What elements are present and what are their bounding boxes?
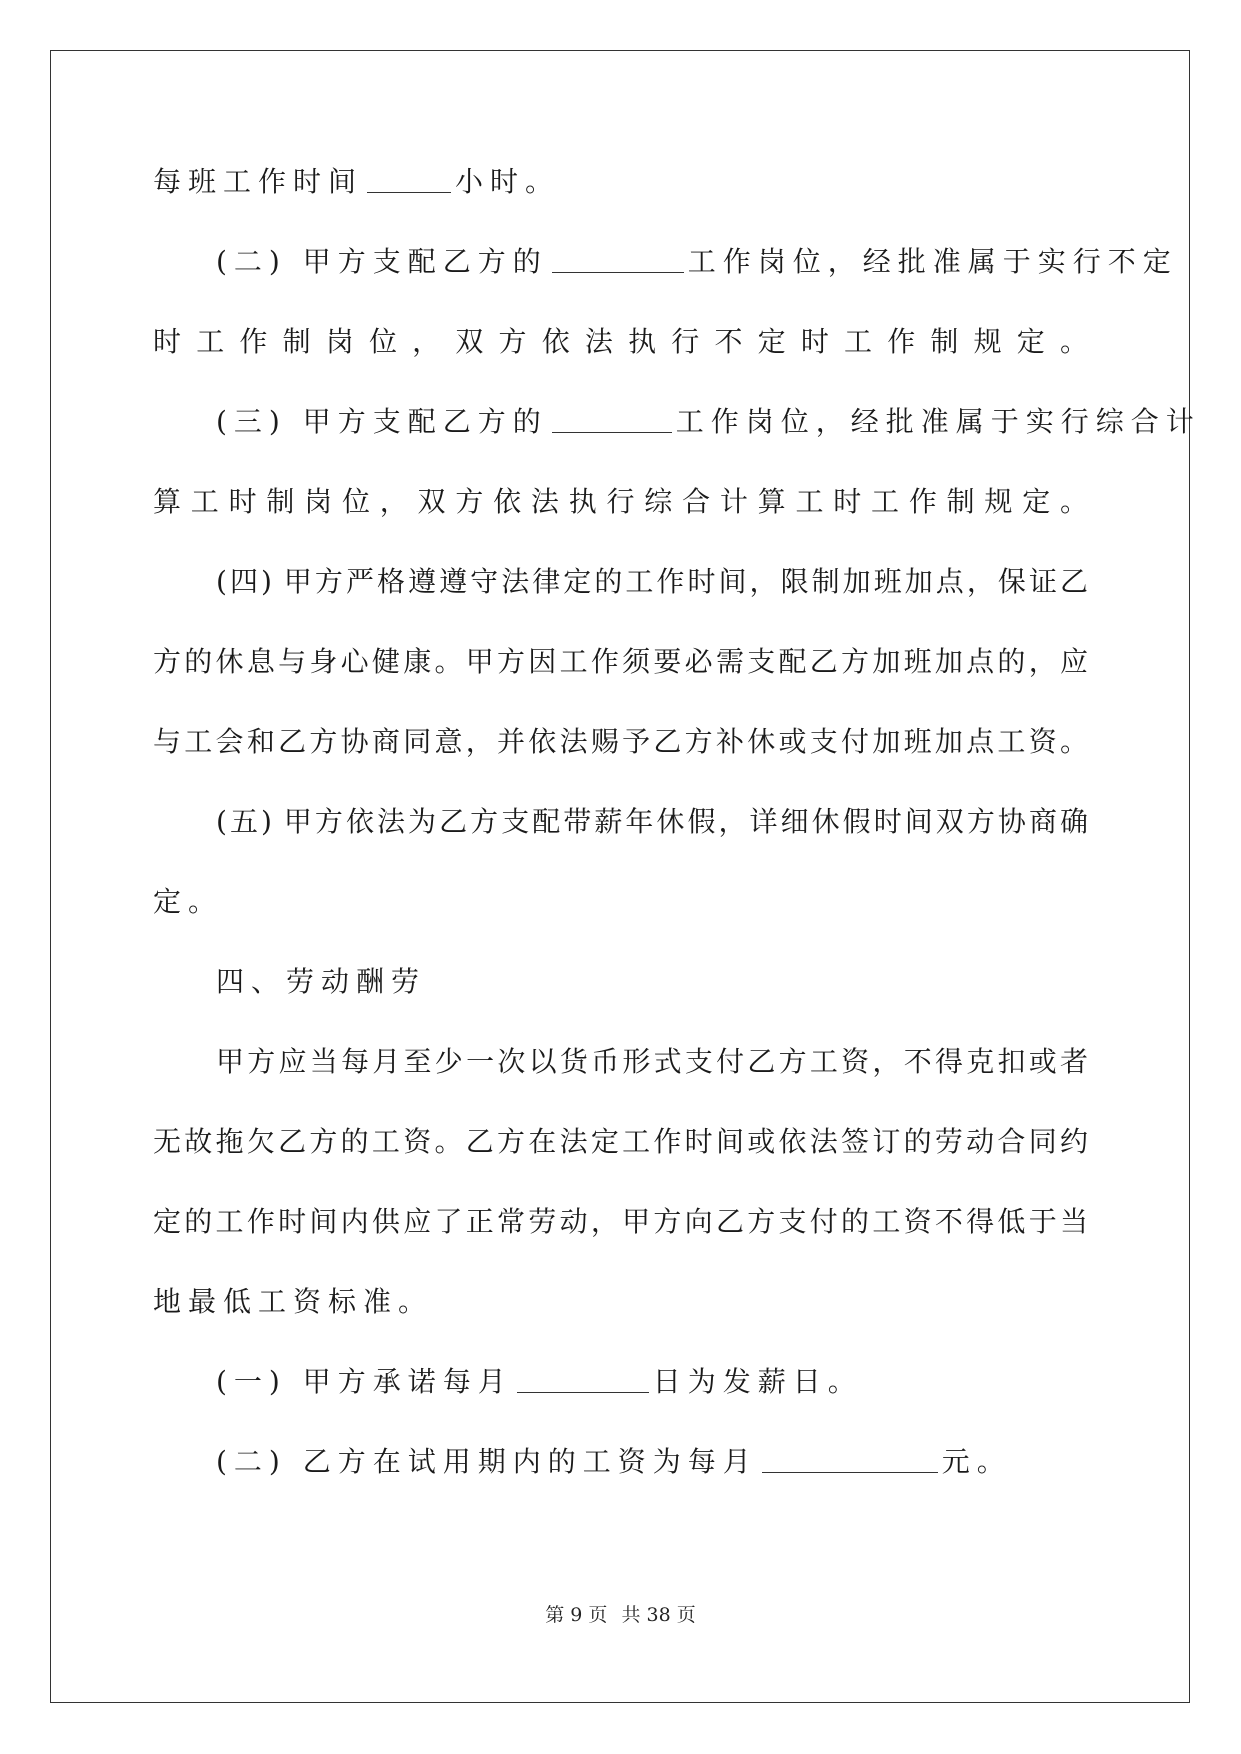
paragraph-line [216,1442,1012,1482]
paragraph-line: 定的工作时间内供应了正常劳动，甲方向乙方支付的工资不得低于当 [153,1205,1088,1238]
fill-blank [762,1444,938,1473]
line-text: 元。 [941,1445,1012,1478]
line-text: (二) 乙方在试用期内的工资为每月 [216,1445,758,1478]
line-text: (三) 甲方支配乙方的 [216,405,548,438]
paragraph-line [216,242,1178,282]
line-text: 工作岗位，经批准属于实行综合计 [675,405,1201,438]
paragraph-line: 无故拖欠乙方的工资。乙方在法定工作时间或依法签订的劳动合同约 [153,1125,1088,1158]
line-text: 小时。 [455,165,561,198]
line-text: 每班工作时间 [153,165,364,198]
paragraph-line: 地最低工资标准。 [153,1285,434,1318]
paragraph-line: 算工时制岗位，双方依法执行综合计算工时工作制规定。 [153,485,1088,518]
paragraph-line [216,1362,863,1402]
paragraph-line: 时工作制岗位，双方依法执行不定时工作制规定。 [153,325,1088,358]
paragraph-line: 与工会和乙方协商同意，并依法赐予乙方补休或支付加班加点工资。 [153,725,1088,758]
paragraph-line [153,162,560,202]
paragraph-line [216,402,1201,442]
line-text: (二) 甲方支配乙方的 [216,245,548,278]
paragraph-line: 定。 [153,885,224,918]
paragraph-line: (四) 甲方严格遵遵守法律定的工作时间，限制加班加点，保证乙 [216,565,1088,598]
paragraph-line: 方的休息与身心健康。甲方因工作须要必需支配乙方加班加点的，应 [153,645,1088,678]
page-number: 第 9 页 [545,1604,608,1626]
fill-blank [367,164,451,193]
line-text: 日为发薪日。 [652,1365,863,1398]
fill-blank [552,404,672,433]
paragraph-line: 甲方应当每月至少一次以货币形式支付乙方工资，不得克扣或者 [216,1045,1088,1078]
page-footer [0,1600,1241,1627]
total-pages: 共 38 页 [621,1604,696,1626]
fill-blank [552,244,684,273]
line-text: 工作岗位，经批准属于实行不定 [687,245,1178,278]
section-heading: 四、劳动酬劳 [216,965,427,998]
line-text: (一) 甲方承诺每月 [216,1365,513,1398]
paragraph-line: (五) 甲方依法为乙方支配带薪年休假，详细休假时间双方协商确 [216,805,1088,838]
fill-blank [517,1364,649,1393]
